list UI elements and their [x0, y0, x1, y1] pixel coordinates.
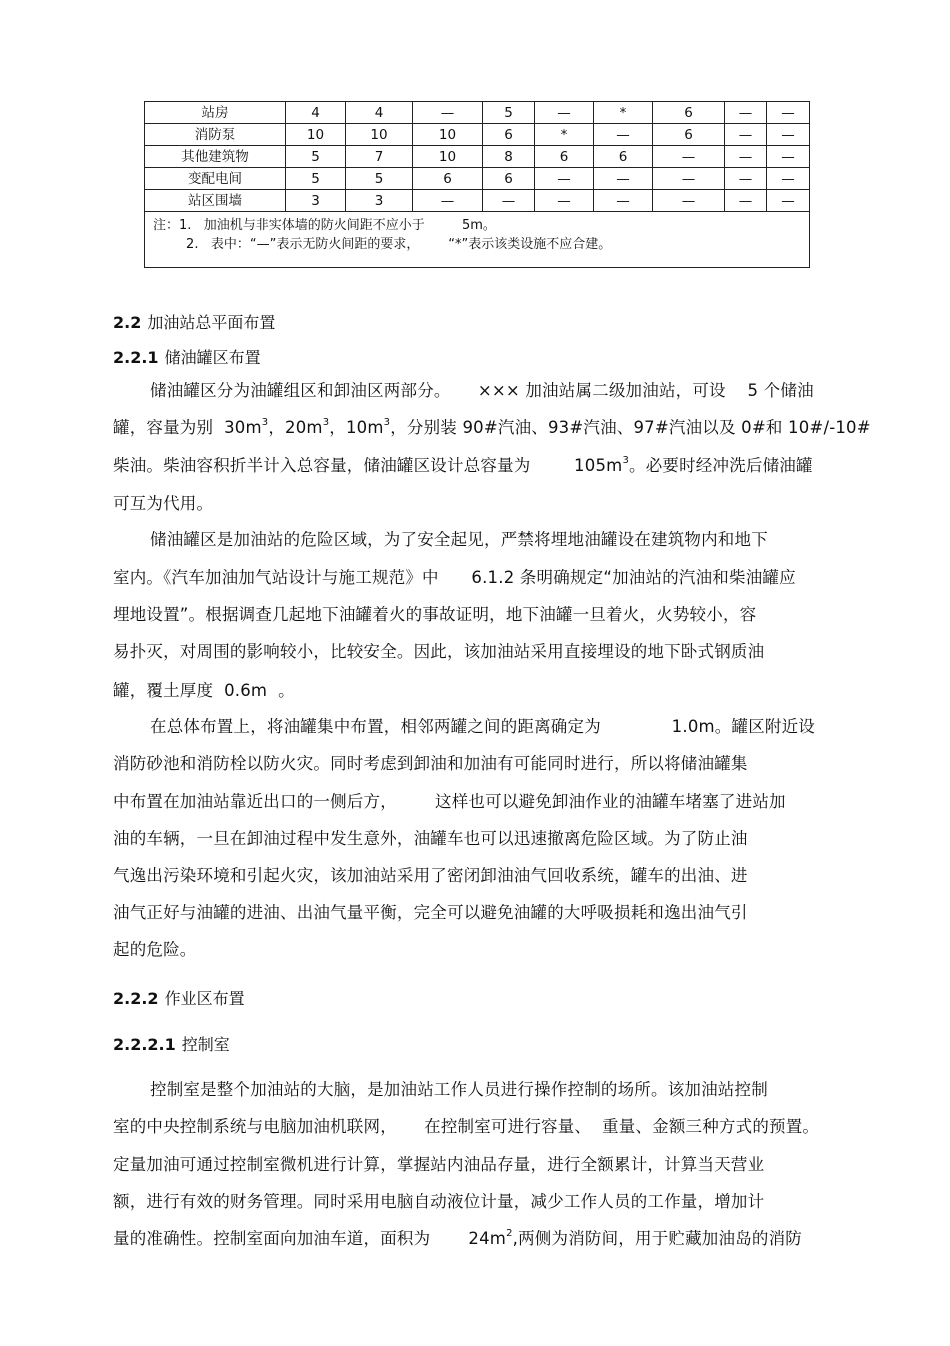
table-row [145, 146, 810, 168]
table-cell: 4 [286, 102, 346, 124]
table-cell: 7 [346, 146, 413, 168]
heading-title: 控制室 [181, 1035, 230, 1054]
table-cell: 6 [483, 168, 535, 190]
heading-2-2-2 [113, 986, 245, 1009]
table-body [145, 102, 810, 212]
table-cell: 10 [413, 124, 483, 146]
table-cell: — [725, 190, 767, 212]
table-cell: — [413, 190, 483, 212]
text-line: 在总体布置上，将油罐集中布置，相邻两罐之间的距离确定为 1.0m。罐区附近设 [150, 717, 815, 736]
table-cell: — [594, 124, 653, 146]
table-cell: 6 [413, 168, 483, 190]
table-cell: 5 [346, 168, 413, 190]
table-cell: — [725, 146, 767, 168]
table-cell: — [535, 168, 594, 190]
table-cell: 5 [286, 146, 346, 168]
heading-title: 储油罐区布置 [164, 348, 261, 367]
text-line: 定量加油可通过控制室微机进行计算，掌握站内油品存量，进行全额累计，计算当天营业 [113, 1155, 765, 1174]
table-cell: — [653, 168, 725, 190]
table-cell: 3 [346, 190, 413, 212]
table-cell: — [594, 190, 653, 212]
table-cell: 4 [346, 102, 413, 124]
text-line: 油的车辆，一旦在卸油过程中发生意外，油罐车也可以迅速撤离危险区域。为了防止油 [113, 829, 748, 848]
table-cell: — [653, 190, 725, 212]
table-cell: * [535, 124, 594, 146]
text-line: 可互为代用。 [113, 494, 214, 513]
text-line: 储油罐区是加油站的危险区域，为了安全起见，严禁将埋地油罐设在建筑物内和地下 [150, 530, 768, 549]
table-cell: * [594, 102, 653, 124]
table-row [145, 168, 810, 190]
table-cell: — [725, 168, 767, 190]
table-cell: — [767, 168, 810, 190]
table-cell: — [535, 190, 594, 212]
table-cell: 5 [483, 102, 535, 124]
table-cell: — [483, 190, 535, 212]
table-cell: — [653, 146, 725, 168]
heading-number: 2.2.1 [113, 348, 159, 367]
heading-number: 2.2.2.1 [113, 1035, 176, 1054]
table-cell: — [594, 168, 653, 190]
fire-spacing-table [144, 101, 810, 268]
heading-number: 2.2.2 [113, 989, 159, 1008]
table-cell: — [535, 102, 594, 124]
text-line: 控制室是整个加油站的大脑，是加油站工作人员进行操作控制的场所。该加油站控制 [150, 1080, 768, 1099]
table-note-1: 注：1. 加油机与非实体墙的防火间距不应小于 5m。 [153, 218, 496, 233]
table-row [145, 102, 810, 124]
text-line: 室内。《汽车加油加气站设计与施工规范》中 6.1.2 条明确规定“加油站的汽油和柴油罐应 [113, 568, 796, 587]
table-cell: — [413, 102, 483, 124]
text-line: 罐，容量为别 $30m^3$，$20m^3$，$10m^3$，分别装 90#汽油、93#汽油、97#汽油以及 0#和 10#/-10# [113, 417, 871, 437]
text-line: 罐，覆土厚度 0.6m 。 [113, 681, 295, 700]
row-label-cell: 变配电间 [145, 168, 286, 190]
row-label-cell: 消防泵 [145, 124, 286, 146]
row-label-cell: 站房 [145, 102, 286, 124]
row-label-cell: 其他建筑物 [145, 146, 286, 168]
table-cell: — [767, 146, 810, 168]
text-line: 量的准确性。控制室面向加油车道，面积为 $24m^2$,两侧为消防间，用于贮藏加油岛的消防 [113, 1228, 803, 1248]
heading-2-2-2-1 [113, 1032, 230, 1055]
row-label-cell: 站区围墙 [145, 190, 286, 212]
text-line: 中布置在加油站靠近出口的一侧后方， 这样也可以避免卸油作业的油罐车堵塞了进站加 [113, 792, 786, 811]
text-line: 气逸出污染环境和引起火灾，该加油站采用了密闭卸油油气回收系统，罐车的出油、进 [113, 866, 748, 885]
table-note-row [145, 212, 810, 268]
table-row [145, 124, 810, 146]
table-cell: 10 [413, 146, 483, 168]
table-note [145, 212, 810, 268]
heading-title: 加油站总平面布置 [147, 313, 276, 332]
heading-2-2-1 [113, 345, 261, 368]
text-line: 油气正好与油罐的进油、出油气量平衡，完全可以避免油罐的大呼吸损耗和逸出油气引 [113, 903, 748, 922]
table-cell: 10 [286, 124, 346, 146]
table-cell: 6 [535, 146, 594, 168]
heading-number: 2.2 [113, 313, 142, 332]
text-line: 储油罐区分为油罐组区和卸油区两部分。 ××× 加油站属二级加油站，可设 5 个储油 [150, 381, 814, 400]
table-cell: 6 [594, 146, 653, 168]
table-cell: — [725, 102, 767, 124]
text-line: 额，进行有效的财务管理。同时采用电脑自动液位计量，减少工作人员的工作量，增加计 [113, 1192, 765, 1211]
table-cell: 6 [653, 124, 725, 146]
table-cell: — [767, 124, 810, 146]
text-line: 消防砂池和消防栓以防火灾。同时考虑到卸油和加油有可能同时进行，所以将储油罐集 [113, 754, 748, 773]
table-cell: 5 [286, 168, 346, 190]
table-note-2: 2. 表中：“—”表示无防火间距的要求， “*”表示该类设施不应合建。 [153, 237, 612, 252]
table-cell: 10 [346, 124, 413, 146]
text-line: 埋地设置”。根据调查几起地下油罐着火的事故证明，地下油罐一旦着火，火势较小，容 [113, 605, 757, 624]
table-cell: 6 [653, 102, 725, 124]
table-cell: 6 [483, 124, 535, 146]
table-cell: — [725, 124, 767, 146]
text-line: 室的中央控制系统与电脑加油机联网， 在控制室可进行容量、 重量、金额三种方式的预置。 [113, 1117, 820, 1136]
text-line: 易扑灭，对周围的影响较小，比较安全。因此，该加油站采用直接埋设的地下卧式钢质油 [113, 642, 765, 661]
text-line: 柴油。柴油容积折半计入总容量，储油罐区设计总容量为 $105m^3$。必要时经冲洗后储油罐 [113, 455, 813, 475]
heading-title: 作业区布置 [164, 989, 245, 1008]
table-cell: — [767, 190, 810, 212]
heading-2-2 [113, 310, 275, 333]
table-cell: 3 [286, 190, 346, 212]
text-line: 起的危险。 [113, 940, 197, 959]
table-cell: 8 [483, 146, 535, 168]
table-cell: — [767, 102, 810, 124]
table-row [145, 190, 810, 212]
